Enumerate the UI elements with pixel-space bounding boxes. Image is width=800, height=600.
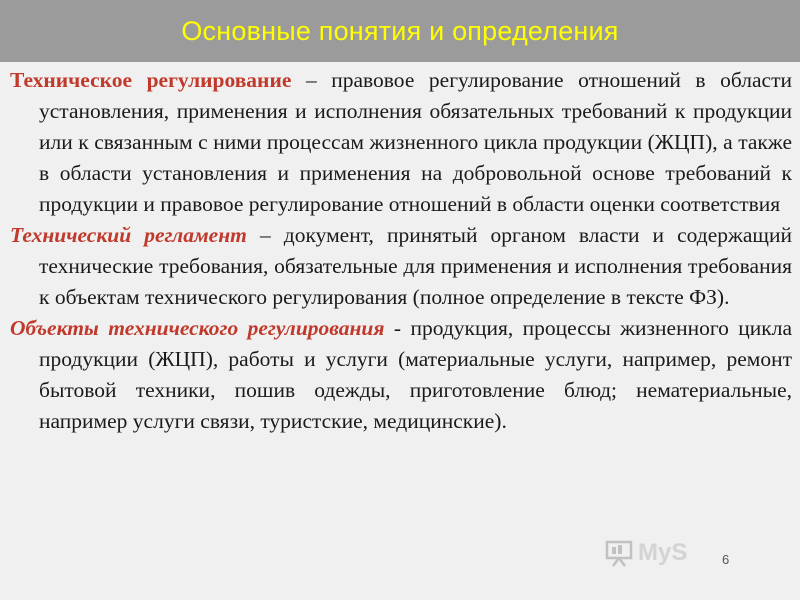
definition-regulation-objects [10,313,792,437]
page-number: 6 [722,552,730,567]
term-technical-reglament: Технический регламент [10,223,247,247]
definition-technical-regulation [10,65,792,220]
watermark-logo [604,536,724,570]
title-bar [0,0,800,62]
watermark-text: MyS [638,539,688,566]
term-regulation-objects: Объекты технического регулирования [10,316,385,340]
slide-title: Основные понятия и определения [181,15,619,46]
definition-text: правовое регулирование отношений в области установления, применения и исполнения обязательных требований к продукции или к связанным с ними процессам жизненного цикла продукции (ЖЦП), а также в области установления и применения на добровольной основе требований к продукции и правовое регулирование отношений в области оценки соответствия [39,68,792,216]
definition-technical-reglament [10,220,792,313]
definition-text: документ, принятый органом власти и содержащий технические требования, обязательные для применения и исполнения требования к объектам технического регулирования (полное определение в тексте ФЗ). [39,223,792,309]
definition-separator: – [291,68,332,92]
definition-text: продукция, процессы жизненного цикла продукции (ЖЦП), работы и услуги (материальные услуги, например, ремонт бытовой техники, пошив одежды, приготовление блюд; нематериальные, например услуги связи, туристские, медицинские). [39,316,792,433]
definition-separator: – [246,223,284,247]
presentation-icon [604,538,634,568]
term-technical-regulation: Техническое регулирование [10,68,292,92]
definition-separator: - [384,316,411,340]
slide-content [10,65,792,437]
